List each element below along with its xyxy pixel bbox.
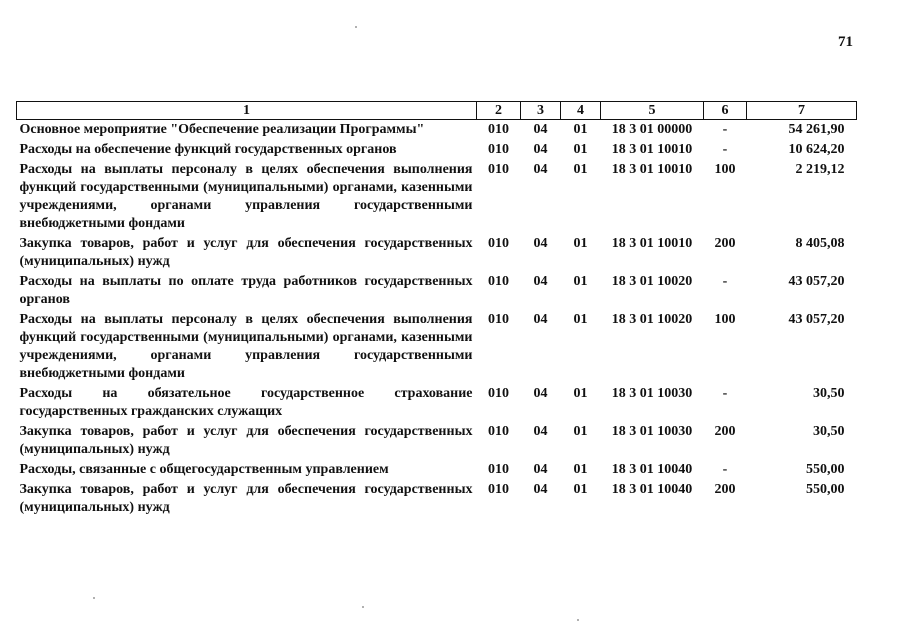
row-col-2: 010 (488, 462, 509, 477)
row-col-5: 18 3 01 10020 (611, 312, 693, 327)
row-col-6: 200 (714, 482, 736, 497)
row-col-6: - (722, 142, 728, 157)
scan-speck (93, 597, 95, 599)
table-row (17, 234, 857, 272)
row-col-7: 550,00 (806, 482, 845, 497)
row-col-3: 04 (533, 162, 548, 177)
row-col-6: - (722, 122, 728, 137)
row-col-4: 01 (573, 312, 588, 327)
row-col-4: 01 (573, 462, 588, 477)
row-col-2: 010 (488, 142, 509, 157)
row-col-7: 8 405,08 (795, 236, 845, 251)
row-col-6: - (722, 386, 728, 401)
row-col-2: 010 (488, 122, 509, 137)
row-col-3: 04 (533, 424, 548, 439)
row-col-6: 200 (714, 236, 736, 251)
row-col-2: 010 (488, 162, 509, 177)
table-row (17, 272, 857, 310)
table-row (17, 120, 857, 141)
row-col-5: 18 3 01 10030 (611, 424, 693, 439)
row-col-6: - (722, 274, 728, 289)
row-col-6: - (722, 462, 728, 477)
row-col-7: 550,00 (806, 462, 845, 477)
row-col-2: 010 (488, 236, 509, 251)
row-col-3: 04 (533, 122, 548, 137)
row-col-4: 01 (573, 386, 588, 401)
row-col-3: 04 (533, 274, 548, 289)
row-col-5: 18 3 01 10040 (611, 462, 693, 477)
row-col-4: 01 (573, 162, 588, 177)
row-col-7: 30,50 (813, 386, 845, 401)
row-col-2: 010 (488, 386, 509, 401)
header-col-5: 5 (601, 102, 704, 120)
row-name: Расходы, связанные с общегосударственным управлением (19, 462, 389, 477)
header-col-7: 7 (747, 102, 857, 120)
row-name: Расходы на выплаты персоналу в целях обеспечения выполнения функций государственными (муниципальными) органами, казенными учреждениями, органами управления государственными внебюджетными фондами (19, 312, 473, 381)
row-col-4: 01 (573, 274, 588, 289)
row-name: Закупка товаров, работ и услуг для обеспечения государственных (муниципальных) нужд (19, 482, 473, 515)
row-col-3: 04 (533, 462, 548, 477)
row-col-5: 18 3 01 10030 (611, 386, 693, 401)
table-row (17, 480, 857, 518)
row-name: Расходы на выплаты персоналу в целях обеспечения выполнения функций государственными (муниципальными) органами, казенными учреждениями, органами управления государственными внебюджетными фондами (19, 162, 473, 231)
row-col-3: 04 (533, 142, 548, 157)
row-name: Расходы на обязательное государственное страхование государственных гражданских служащих (19, 386, 473, 419)
row-col-7: 43 057,20 (788, 312, 845, 327)
table-row (17, 422, 857, 460)
table-row (17, 160, 857, 234)
row-col-7: 30,50 (813, 424, 845, 439)
row-col-2: 010 (488, 482, 509, 497)
row-name: Основное мероприятие "Обеспечение реализации Программы" (19, 122, 425, 137)
scan-speck (355, 26, 357, 28)
row-col-5: 18 3 01 10010 (611, 162, 693, 177)
row-col-6: 100 (714, 162, 736, 177)
row-col-3: 04 (533, 312, 548, 327)
row-col-2: 010 (488, 424, 509, 439)
row-col-5: 18 3 01 10020 (611, 274, 693, 289)
row-col-7: 2 219,12 (795, 162, 845, 177)
table-row (17, 140, 857, 160)
row-col-2: 010 (488, 274, 509, 289)
budget-table (16, 101, 857, 518)
row-name: Закупка товаров, работ и услуг для обеспечения государственных (муниципальных) нужд (19, 424, 473, 457)
table-body (17, 120, 857, 519)
row-col-4: 01 (573, 236, 588, 251)
row-col-5: 18 3 01 10010 (611, 236, 693, 251)
row-col-5: 18 3 01 00000 (611, 122, 693, 137)
table-row (17, 384, 857, 422)
row-col-7: 54 261,90 (788, 122, 845, 137)
row-col-4: 01 (573, 122, 588, 137)
scan-speck (577, 619, 579, 621)
row-col-5: 18 3 01 10040 (611, 482, 693, 497)
table-row (17, 460, 857, 480)
row-name: Расходы на обеспечение функций государственных органов (19, 142, 397, 157)
row-col-4: 01 (573, 142, 588, 157)
table-row (17, 310, 857, 384)
row-col-3: 04 (533, 236, 548, 251)
header-col-2: 2 (477, 102, 521, 120)
header-row (17, 102, 857, 120)
row-col-3: 04 (533, 482, 548, 497)
row-col-7: 10 624,20 (788, 142, 845, 157)
row-col-4: 01 (573, 424, 588, 439)
table-header (17, 102, 857, 120)
header-col-1: 1 (17, 102, 477, 120)
row-col-7: 43 057,20 (788, 274, 845, 289)
row-col-6: 100 (714, 312, 736, 327)
row-name: Закупка товаров, работ и услуг для обеспечения государственных (муниципальных) нужд (19, 236, 473, 269)
row-col-4: 01 (573, 482, 588, 497)
page-number: 71 (838, 34, 853, 50)
row-col-2: 010 (488, 312, 509, 327)
header-col-4: 4 (561, 102, 601, 120)
scan-speck (362, 606, 364, 608)
row-col-5: 18 3 01 10010 (611, 142, 693, 157)
header-col-3: 3 (521, 102, 561, 120)
row-col-3: 04 (533, 386, 548, 401)
header-col-6: 6 (704, 102, 747, 120)
row-name: Расходы на выплаты по оплате труда работников государственных органов (19, 274, 473, 307)
row-col-6: 200 (714, 424, 736, 439)
